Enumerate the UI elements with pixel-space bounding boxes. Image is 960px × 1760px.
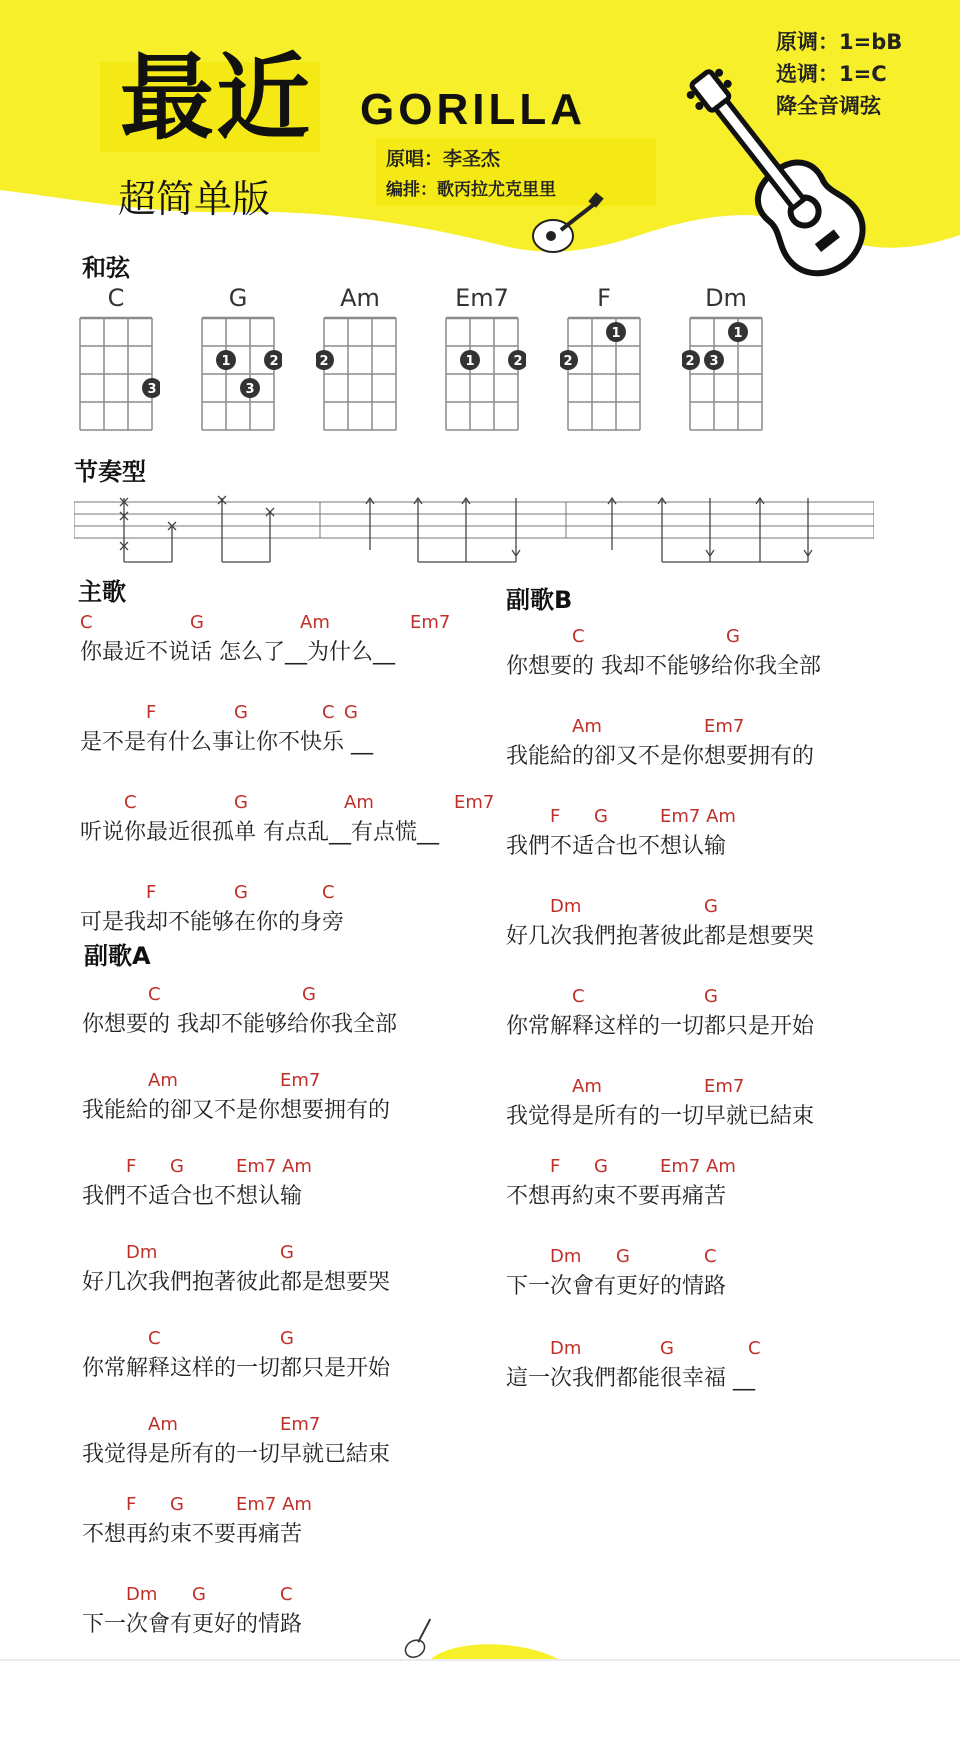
chord-label: C [572,626,585,647]
chord-label: Am [148,1414,178,1435]
lyric-text: 你最近不说话 怎么了__为什么__ [80,640,395,665]
brand-logo: GORILLA [360,85,586,134]
lyric-text: 好几次我們抱著彼此都是想要哭 [82,1270,391,1295]
finger-number: 3 [709,354,719,369]
lyric-text: 听说你最近很孤单 有点乱__有点慌__ [80,820,439,845]
chord-name: Dm [705,284,747,312]
chord-label: G [302,984,316,1005]
lyric-line [506,1158,926,1218]
chord-label: F [146,702,157,723]
chord-label: Em7 [704,1076,745,1097]
rhythm-staff [74,492,874,572]
lyric-line [82,1244,502,1304]
chord-label: Em7 Am [660,806,736,827]
chord-label: C [148,1328,161,1349]
finger-number: 2 [319,354,329,369]
lyric-line [82,986,502,1046]
finger-number: 2 [563,354,573,369]
chord-name: Am [340,284,380,312]
song-title: 最近 [120,44,313,153]
chord-label: F [126,1156,137,1177]
chord-label: F [146,882,157,903]
chord-name: F [597,284,611,312]
lyric-text: 好几次我們抱著彼此都是想要哭 [506,924,815,949]
key-original: 原调：1=bB [776,30,903,54]
lyric-text: 你想要的 我却不能够给你我全部 [506,654,821,679]
finger-number: 1 [733,326,743,341]
chord-label: C [748,1338,761,1359]
chord-diagram [560,310,648,438]
chord-label: G [726,626,740,647]
chord-label: Am [300,612,330,633]
lyric-line [82,1496,502,1556]
finger-number: 3 [147,382,157,397]
lyric-line [80,884,500,944]
lyric-text: 是不是有什么事让你不快乐 __ [80,730,373,755]
chord-label: Em7 [704,716,745,737]
lyric-line [82,1158,502,1218]
lyric-line [506,898,926,958]
lyric-line [80,704,500,764]
lyric-text: 下一次會有更好的情路 [506,1274,727,1299]
chord-label: Em7 Am [660,1156,736,1177]
lyric-text: 我觉得是所有的一切早就已結束 [506,1104,815,1129]
chord-label: Em7 [454,792,495,813]
chord-label: Dm [550,1246,582,1267]
song-subtitle: 超简单版 [118,177,271,221]
chord-label: C [148,984,161,1005]
lyric-text: 這一次我們都能很幸福 __ [506,1366,755,1391]
chord-label: G [616,1246,630,1267]
guitar-illustration-icon [660,60,900,280]
chord-label: C [80,612,93,633]
lyric-line [506,808,926,868]
lyric-line [80,794,500,854]
chord-label: G [594,1156,608,1177]
lyric-text: 你常解释这样的一切都只是开始 [82,1356,391,1381]
chord-name: C [107,284,125,312]
lyric-line [506,1078,926,1138]
lyric-text: 我能給的卻又不是你想要拥有的 [82,1098,391,1123]
finger-number: 2 [685,354,695,369]
chord-label: Em7 Am [236,1156,312,1177]
chord-label: Am [572,1076,602,1097]
chord-label: Dm [550,1338,582,1359]
chord-label: G [704,896,718,917]
lyric-text: 我能給的卻又不是你想要拥有的 [506,744,815,769]
chorus-a-title: 副歌A [84,942,151,970]
lyric-line [82,1072,502,1132]
rhythm-section-title: 节奏型 [74,458,146,486]
lyric-text: 可是我却不能够在你的身旁 [80,910,345,935]
finger-number: 1 [611,326,621,341]
chord-label: C [572,986,585,1007]
lyric-line [82,1330,502,1390]
lyric-line [80,614,500,674]
chord-label: Em7 [410,612,451,633]
chord-label: Dm [126,1584,158,1605]
lyric-text: 我們不适合也不想认输 [82,1184,303,1209]
lyric-text: 我觉得是所有的一切早就已結束 [82,1442,391,1467]
chord-name: G [228,284,248,312]
chord-diagram [194,310,282,438]
chord-label: G [660,1338,674,1359]
chord-label: Dm [550,896,582,917]
chord-label: F [550,806,561,827]
finger-number: 1 [221,354,231,369]
lyric-text: 不想再約束不要再痛苦 [506,1184,727,1209]
lyric-line [82,1416,502,1476]
chord-label: G [170,1156,184,1177]
chord-label: C [124,792,137,813]
finger-number: 2 [269,354,279,369]
lyric-line [506,1340,926,1400]
chord-label: C [280,1584,293,1605]
chord-label: G [190,612,204,633]
chorus-b-title: 副歌B [506,586,573,614]
finger-number: 1 [465,354,475,369]
arranger: 编排：歌丙拉尤克里里 [386,180,556,200]
chord-diagram [438,310,526,438]
chord-label: G [234,792,248,813]
chord-diagram [682,310,770,438]
key-selected: 选调：1=C [776,62,887,86]
lyric-line [506,718,926,778]
chord-label: G [594,806,608,827]
chord-label: C [322,882,335,903]
lyric-line [506,628,926,688]
chord-name: Em7 [455,284,509,312]
chord-diagram [316,310,404,438]
small-ukulele-icon [525,192,605,262]
chord-label: Dm [126,1242,158,1263]
chord-label: Am [148,1070,178,1091]
chords-section-title: 和弦 [82,254,130,282]
chord-label: G [280,1328,294,1349]
chord-label: F [550,1156,561,1177]
chord-label: G [344,702,358,723]
finger-number: 2 [513,354,523,369]
chord-label: G [192,1584,206,1605]
tuning-note: 降全音调弦 [776,94,881,118]
bottom-decoration [0,1610,960,1670]
lyric-line [506,1248,926,1308]
finger-number: 3 [245,382,255,397]
chord-label: Em7 [280,1070,321,1091]
chord-label: C [704,1246,717,1267]
chord-label: C [322,702,335,723]
verse-title: 主歌 [78,578,126,606]
chord-label: F [126,1494,137,1515]
chord-label: Em7 Am [236,1494,312,1515]
chord-label: Em7 [280,1414,321,1435]
original-singer: 原唱：李圣杰 [386,148,501,170]
lyric-text: 我們不适合也不想认输 [506,834,727,859]
lyric-line [506,988,926,1048]
lyric-text: 你常解释这样的一切都只是开始 [506,1014,815,1039]
chord-label: G [234,702,248,723]
lyric-text: 你想要的 我却不能够给你我全部 [82,1012,397,1037]
chord-label: G [234,882,248,903]
chord-label: Am [344,792,374,813]
lyric-text: 下一次會有更好的情路 [82,1612,303,1637]
lyric-text: 不想再約束不要再痛苦 [82,1522,303,1547]
chord-diagram [72,310,160,438]
chord-label: G [170,1494,184,1515]
chord-label: Am [572,716,602,737]
chord-label: G [704,986,718,1007]
chord-label: G [280,1242,294,1263]
